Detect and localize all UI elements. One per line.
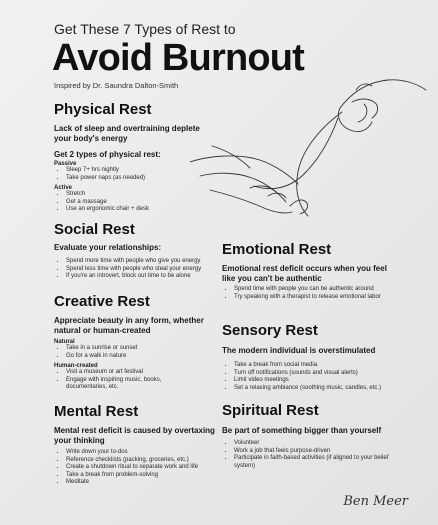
physical-rest-lead: Lack of sleep and overtraining deplete your body's energy xyxy=(54,124,200,143)
physical-rest-heading: Physical Rest xyxy=(54,101,152,118)
list-item: • Take a break from problem-solving xyxy=(66,472,236,480)
social-list xyxy=(54,258,236,281)
list-item: • If you're an introvert, block out time to be alone xyxy=(66,273,236,281)
credit-text: Inspired by Dr. Saundra Dalton-Smith xyxy=(54,81,179,90)
sensory-rest-lead: The modern individual is overstimulated xyxy=(222,346,376,355)
sensory-rest-heading: Sensory Rest xyxy=(222,322,318,339)
creative-rest-lead: Appreciate beauty in any form, whether natural or human-created xyxy=(54,316,204,335)
active-list xyxy=(54,191,236,214)
list-item: • Sleep 7+ hrs nightly xyxy=(66,167,236,175)
list-item: • Engage with inspiring music, books, documentaries, etc. xyxy=(66,377,176,392)
list-item: • Take in a sunrise or sunset xyxy=(66,345,231,353)
author-signature: Ben Meer xyxy=(343,494,408,509)
human-created-label: Human-created xyxy=(54,363,98,369)
list-item: • Write down your to-dos xyxy=(66,449,236,457)
mental-list xyxy=(54,449,236,487)
emotional-list xyxy=(222,286,394,301)
list-item: • Stretch xyxy=(66,191,236,199)
social-rest-lead: Evaluate your relationships: xyxy=(54,243,162,252)
mental-rest-lead: Mental rest deficit is caused by overtaxing your thinking xyxy=(54,426,215,445)
mental-rest-heading: Mental Rest xyxy=(54,403,139,420)
passive-list xyxy=(54,167,236,182)
spiritual-rest-lead: Be part of something bigger than yourself xyxy=(222,426,382,435)
list-item: • Volunteer xyxy=(234,440,394,448)
passive-label: Passive xyxy=(54,161,77,167)
list-item: • Meditate xyxy=(66,479,236,487)
active-label: Active xyxy=(54,185,73,191)
list-item: • Use an ergonomic chair + desk xyxy=(66,206,236,214)
spiritual-rest-heading: Spiritual Rest xyxy=(222,402,319,419)
physical-rest-lead-2: Get 2 types of physical rest: xyxy=(54,150,161,159)
list-item: • Take power naps (as needed) xyxy=(66,175,236,183)
list-item: • Take a break from social media xyxy=(234,362,414,370)
list-item: • Visit a museum or art festival xyxy=(66,369,176,377)
list-item: • Limit video meetings xyxy=(234,377,414,385)
list-item: • Set a relaxing ambiance (soothing music, candles, etc.) xyxy=(234,385,414,393)
list-item: • Spend time with people you can be authentic around xyxy=(234,286,394,294)
emotional-rest-lead: Emotional rest deficit occurs when you feel like you can't be authentic xyxy=(222,264,387,283)
list-item: • Spend less time with people who steal your energy xyxy=(66,266,236,274)
creative-rest-heading: Creative Rest xyxy=(54,293,150,310)
natural-label: Natural xyxy=(54,339,75,345)
emotional-rest-heading: Emotional Rest xyxy=(222,241,332,258)
list-item: • Spend more time with people who give you energy xyxy=(66,258,236,266)
list-item: • Try speaking with a therapist to release emotional labor xyxy=(234,294,394,302)
natural-list xyxy=(54,345,231,360)
list-item: • Get a massage xyxy=(66,199,236,207)
spiritual-list xyxy=(222,440,394,470)
sensory-list xyxy=(222,362,414,392)
list-item: • Participate in faith-based activities (if aligned to your belief system) xyxy=(234,455,394,470)
kicker-text: Get These 7 Types of Rest to xyxy=(54,21,236,37)
list-item: • Work a job that feels purpose-driven xyxy=(234,448,394,456)
list-item: • Create a shutdown ritual to separate work and life xyxy=(66,464,236,472)
social-rest-heading: Social Rest xyxy=(54,221,135,238)
list-item: • Go for a walk in nature xyxy=(66,353,231,361)
list-item: • Reference checklists (packing, groceries, etc.) xyxy=(66,457,236,465)
list-item: • Turn off notifications (sounds and visual alerts) xyxy=(234,370,414,378)
human-created-list xyxy=(54,369,176,392)
page-title: Avoid Burnout xyxy=(52,37,305,79)
